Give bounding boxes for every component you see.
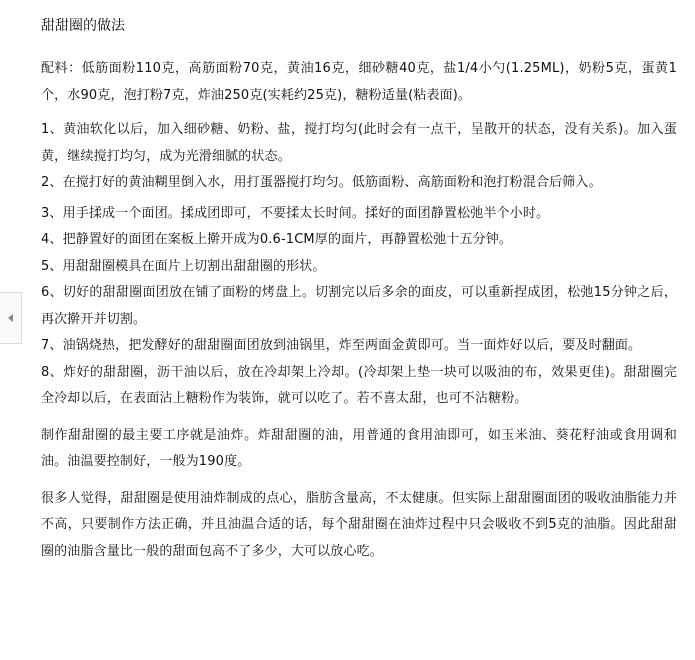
note-health: 很多人觉得，甜甜圈是使用油炸制成的点心，脂肪含量高，不太健康。但实际上甜甜圈面团的吸收油脂能力并不高，只要制作方法正确，并且油温合适的话，每个甜甜圈在油炸过程中只会吸收不到5克的油脂。因此甜甜圈的油脂含量比一般的甜面包高不了多少，大可以放心吃。 — [41, 490, 677, 559]
note-frying: 制作甜甜圈的最主要工序就是油炸。炸甜甜圈的油，用普通的食用油即可，如玉米油、葵花籽油或食用调和油。油温要控制好，一般为190度。 — [41, 427, 677, 469]
step-8: 8、炸好的甜甜圈，沥干油以后，放在冷却架上冷却。(冷却架上垫一块可以吸油的布，效果更佳)。甜甜圈完全冷却以后，在表面沾上糖粉作为装饰，就可以吃了。若不喜太甜，也可不沾糖粉。 — [41, 364, 677, 406]
step-7: 7、油锅烧热，把发酵好的甜甜圈面团放到油锅里，炸至两面金黄即可。当一面炸好以后，要及时翻面。 — [41, 338, 642, 353]
ingredients-paragraph: 配料：低筋面粉110克，高筋面粉70克，黄油16克，细砂糖40克，盐1/4小勺(1.25ML)，奶粉5克，蛋黄1个，水90克，泡打粉7克，炸油250克(实耗约25克)，糖粉适量(粘表面)。 — [41, 61, 677, 103]
page-title: 甜甜圈的做法 — [41, 18, 125, 34]
step-3: 3、用手揉成一个面团。揉成团即可，不要揉太长时间。揉好的面团静置松弛半个小时。 — [41, 205, 550, 221]
article — [41, 14, 677, 565]
step-2: 2、在搅打好的黄油糊里倒入水，用打蛋器搅打均匀。低筋面粉、高筋面粉和泡打粉混合后筛入。 — [41, 175, 602, 190]
step-6: 6、切好的甜甜圈面团放在铺了面粉的烤盘上。切割完以后多余的面皮，可以重新捏成团，松弛15分钟之后，再次擀开并切割。 — [41, 285, 677, 327]
step-4: 4、把静置好的面团在案板上擀开成为0.6-1CM厚的面片，再静置松弛十五分钟。 — [41, 232, 513, 247]
step-1: 1、黄油软化以后，加入细砂糖、奶粉、盐，搅打均匀(此时会有一点干，呈散开的状态，没有关系)。加入蛋黄，继续搅打均匀，成为光滑细腻的状态。 — [41, 122, 677, 164]
collapse-panel-tab[interactable] — [0, 292, 22, 344]
step-5: 5、用甜甜圈模具在面片上切割出甜甜圈的形状。 — [41, 258, 326, 274]
chevron-left-icon — [8, 314, 13, 322]
